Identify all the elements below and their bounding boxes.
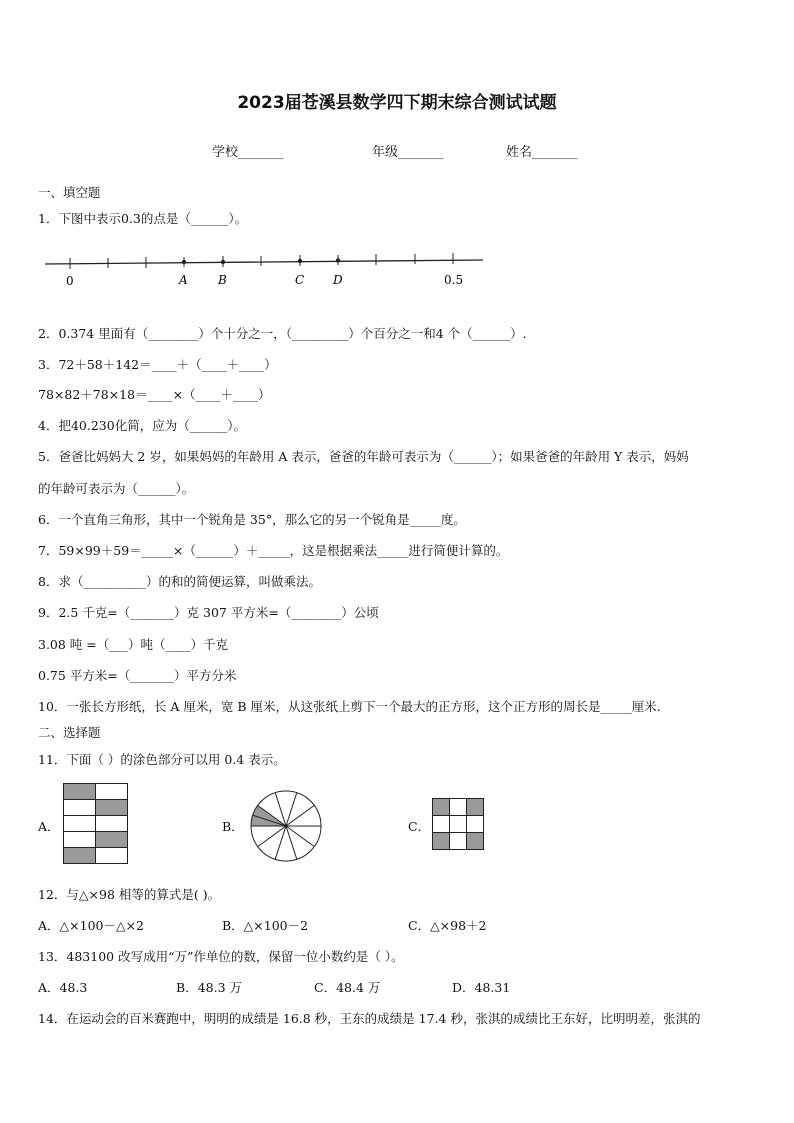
question-3a: 3．72＋58＋142＝____＋（____＋____） — [38, 357, 277, 372]
question-1: 1．下图中表示0.3的点是（______）。 — [38, 211, 248, 226]
question-5a: 5．爸爸比妈妈大 2 岁，如果妈妈的年龄用 A 表示，爸爸的年龄可表示为（______）；如果爸爸的年龄用 Y 表示，妈妈 — [38, 449, 689, 464]
question-13: 13．483100 改写成用“万”作单位的数，保留一位小数约是（ ）。 — [38, 949, 404, 964]
q11-option-c-label: C． — [408, 819, 431, 834]
q11-figure-b — [249, 789, 323, 863]
q13-option-c: C．48.4 万 — [314, 980, 381, 995]
q13-option-a: A．48.3 — [38, 980, 88, 995]
question-11: 11．下面（ ）的涂色部分可以用 0.4 表示。 — [38, 752, 286, 767]
point-a-dot — [182, 260, 186, 264]
question-3b: 78×82＋78×18＝____×（____＋____） — [38, 387, 271, 402]
label-b: B — [218, 273, 227, 287]
grade-field: 年级_______ — [372, 145, 444, 160]
question-8: 8．求（__________）的和的简便运算，叫做乘法。 — [38, 574, 321, 589]
question-9b: 3.08 吨 =（___）吨（____）千克 — [38, 637, 229, 652]
question-9a: 9．2.5 千克=（_______）克 307 平方米=（________）公顷 — [38, 605, 379, 620]
q12-option-a: A．△×100－△×2 — [38, 918, 145, 933]
number-line-figure — [40, 248, 490, 292]
page-title: 2023届苍溪县数学四下期末综合测试试题 — [237, 93, 557, 113]
q11-option-a-label: A． — [38, 819, 60, 834]
q11-option-b-label: B． — [222, 819, 244, 834]
q13-option-d: D．48.31 — [452, 980, 511, 995]
section-fill-in: 一、填空题 — [38, 185, 101, 200]
label-a: A — [179, 273, 188, 287]
question-4: 4．把40.230化简，应为（______）。 — [38, 418, 246, 433]
question-7: 7．59×99＋59＝_____×（______）＋_____，这是根据乘法_____进行简便计算的。 — [38, 543, 509, 558]
label-d: D — [333, 273, 343, 287]
q11-figure-c — [432, 798, 484, 850]
q12-option-c: C．△×98＋2 — [408, 918, 487, 933]
question-12: 12．与△×98 相等的算式是( )。 — [38, 887, 221, 902]
question-6: 6．一个直角三角形，其中一个锐角是 35°，那么它的另一个锐角是_____度。 — [38, 512, 466, 527]
school-field: 学校_______ — [212, 145, 284, 160]
name-field: 姓名_______ — [506, 145, 578, 160]
point-b-dot — [221, 260, 225, 264]
label-c: C — [295, 273, 305, 287]
q12-option-b: B．△×100－2 — [222, 918, 309, 933]
question-2: 2．0.374 里面有（________）个十分之一，（_________）个百分之一和4 个（______）. — [38, 326, 527, 341]
question-14: 14．在运动会的百米赛跑中，明明的成绩是 16.8 秒，王东的成绩是 17.4 秒，张淇的成绩比王东好，比明明差，张淇的 — [38, 1011, 701, 1026]
question-10: 10．一张长方形纸，长 A 厘米，宽 B 厘米，从这张纸上剪下一个最大的正方形，这个正方形的周长是_____厘米. — [38, 699, 661, 714]
point-c-dot — [298, 259, 302, 263]
q11-figure-a — [63, 783, 129, 865]
point-d-dot — [336, 258, 340, 262]
label-zero: 0 — [66, 274, 74, 288]
question-5b: 的年龄可表示为（______）。 — [38, 481, 195, 496]
question-9c: 0.75 平方米=（_______）平方分米 — [38, 668, 237, 683]
number-line-axis — [45, 260, 483, 264]
q13-option-b: B．48.3 万 — [176, 980, 242, 995]
section-choice: 二、选择题 — [38, 725, 101, 740]
label-half: 0.5 — [444, 273, 464, 287]
